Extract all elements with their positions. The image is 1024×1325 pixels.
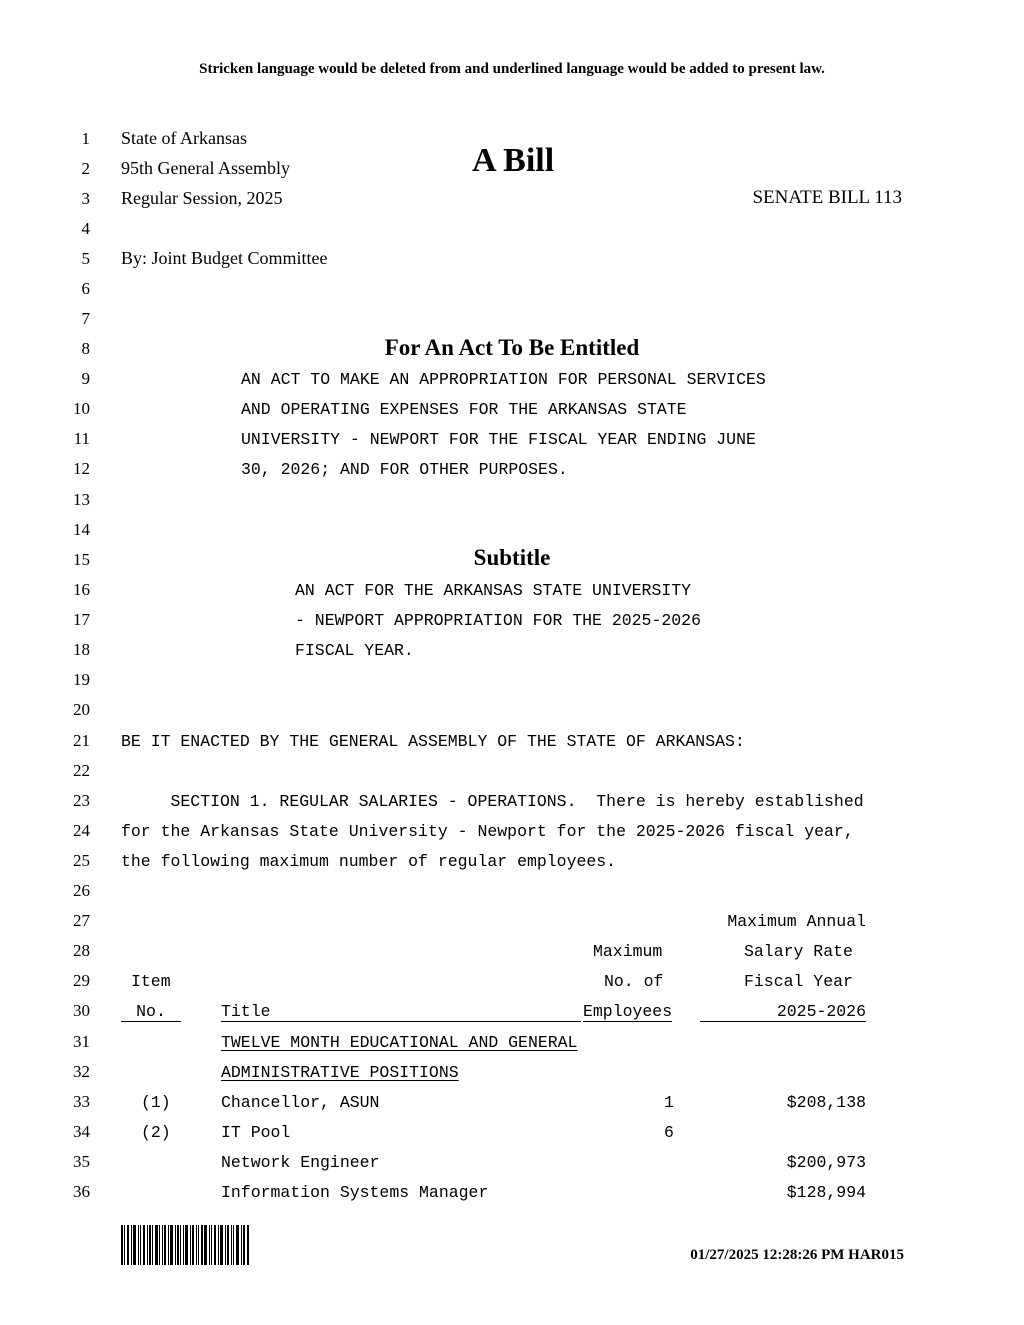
line-number: 1 <box>81 129 90 148</box>
line-number: 29 <box>73 971 90 990</box>
act-title-heading: For An Act To Be Entitled <box>384 335 640 360</box>
line-number: 15 <box>73 550 90 569</box>
line-number: 11 <box>73 429 90 448</box>
max-header-line: No. of <box>604 972 664 991</box>
line-number: 34 <box>73 1122 90 1141</box>
rate-header-line: Salary Rate <box>744 942 853 961</box>
barcode-icon <box>121 1225 249 1265</box>
line-number: 33 <box>73 1092 90 1111</box>
line-number: 26 <box>73 881 90 900</box>
line-number: 4 <box>81 219 90 238</box>
subtitle-line: AN ACT FOR THE ARKANSAS STATE UNIVERSITY <box>295 581 692 600</box>
position-title: Chancellor, ASUN <box>221 1093 380 1112</box>
position-title: Network Engineer <box>221 1153 380 1172</box>
line-number: 27 <box>73 911 90 930</box>
employee-count: 6 <box>664 1123 674 1142</box>
max-header-line: Maximum <box>593 942 663 961</box>
line-number: 31 <box>73 1032 90 1051</box>
line-number: 13 <box>73 490 90 509</box>
sponsor: By: Joint Budget Committee <box>121 248 328 268</box>
act-title-line: AND OPERATING EXPENSES FOR THE ARKANSAS STATE <box>241 400 687 419</box>
line-number: 6 <box>81 279 90 298</box>
line-number: 21 <box>73 731 90 750</box>
act-title-line: 30, 2026; AND FOR OTHER PURPOSES. <box>241 460 568 479</box>
section-text-line: for the Arkansas State University - Newport for the 2025-2026 fiscal year, <box>121 822 854 841</box>
line-number: 28 <box>73 941 90 960</box>
enacting-clause: BE IT ENACTED BY THE GENERAL ASSEMBLY OF THE STATE OF ARKANSAS: <box>121 732 745 751</box>
line-number: 12 <box>73 459 90 478</box>
line-number: 7 <box>81 309 90 328</box>
line-number: 35 <box>73 1152 90 1171</box>
line-number: 5 <box>81 249 90 268</box>
line-number: 19 <box>73 670 90 689</box>
subtitle-line: - NEWPORT APPROPRIATION FOR THE 2025-2026 <box>295 611 701 630</box>
position-title: IT Pool <box>221 1123 291 1142</box>
general-assembly: 95th General Assembly <box>121 158 290 178</box>
title-header: Title <box>221 1002 581 1022</box>
subtitle-heading: Subtitle <box>473 545 551 570</box>
rate-header-line: Maximum Annual <box>727 912 866 931</box>
line-number: 32 <box>73 1062 90 1081</box>
document-type: A Bill <box>472 142 555 179</box>
item-number: (1) <box>141 1093 171 1112</box>
section-text-line: the following maximum number of regular employees. <box>121 852 617 871</box>
print-timestamp: 01/27/2025 12:28:26 PM HAR015 <box>690 1247 904 1263</box>
salary-rate: $208,138 <box>786 1093 866 1112</box>
max-header-line: Employees <box>583 1002 673 1021</box>
salary-rate: $200,973 <box>786 1153 866 1172</box>
subtitle-line: FISCAL YEAR. <box>295 641 414 660</box>
line-number: 22 <box>73 761 90 780</box>
rate-header-line: Fiscal Year <box>744 972 853 991</box>
line-number: 20 <box>73 700 90 719</box>
line-number: 24 <box>73 821 90 840</box>
item-header-line: No. <box>121 1002 181 1022</box>
amendment-notice: Stricken language would be deleted from and underlined language would be added to present law. <box>199 61 825 77</box>
rate-header-line: 2025-2026 <box>700 1002 866 1022</box>
employee-count: 1 <box>664 1093 674 1112</box>
state-name: State of Arkansas <box>121 128 247 148</box>
line-number: 36 <box>73 1182 90 1201</box>
session: Regular Session, 2025 <box>121 188 283 208</box>
line-number: 14 <box>73 520 90 539</box>
line-number: 18 <box>73 640 90 659</box>
bill-number: SENATE BILL 113 <box>752 187 902 208</box>
section-text-line: SECTION 1. REGULAR SALARIES - OPERATIONS. There is hereby established <box>121 792 864 811</box>
position-group-title: ADMINISTRATIVE POSITIONS <box>221 1063 459 1082</box>
line-number: 10 <box>73 399 90 418</box>
line-number: 8 <box>81 339 90 358</box>
act-title-line: UNIVERSITY - NEWPORT FOR THE FISCAL YEAR ENDING JUNE <box>241 430 756 449</box>
item-header-line: Item <box>131 972 171 991</box>
line-number: 3 <box>81 189 90 208</box>
line-number: 30 <box>73 1001 90 1020</box>
line-number: 16 <box>73 580 90 599</box>
position-group-title: TWELVE MONTH EDUCATIONAL AND GENERAL <box>221 1033 578 1052</box>
line-number: 9 <box>81 369 90 388</box>
line-number: 17 <box>73 610 90 629</box>
item-number: (2) <box>141 1123 171 1142</box>
position-title: Information Systems Manager <box>221 1183 489 1202</box>
line-number: 23 <box>73 791 90 810</box>
line-number: 25 <box>73 851 90 870</box>
salary-rate: $128,994 <box>786 1183 866 1202</box>
act-title-line: AN ACT TO MAKE AN APPROPRIATION FOR PERSONAL SERVICES <box>241 370 766 389</box>
line-number: 2 <box>81 159 90 178</box>
